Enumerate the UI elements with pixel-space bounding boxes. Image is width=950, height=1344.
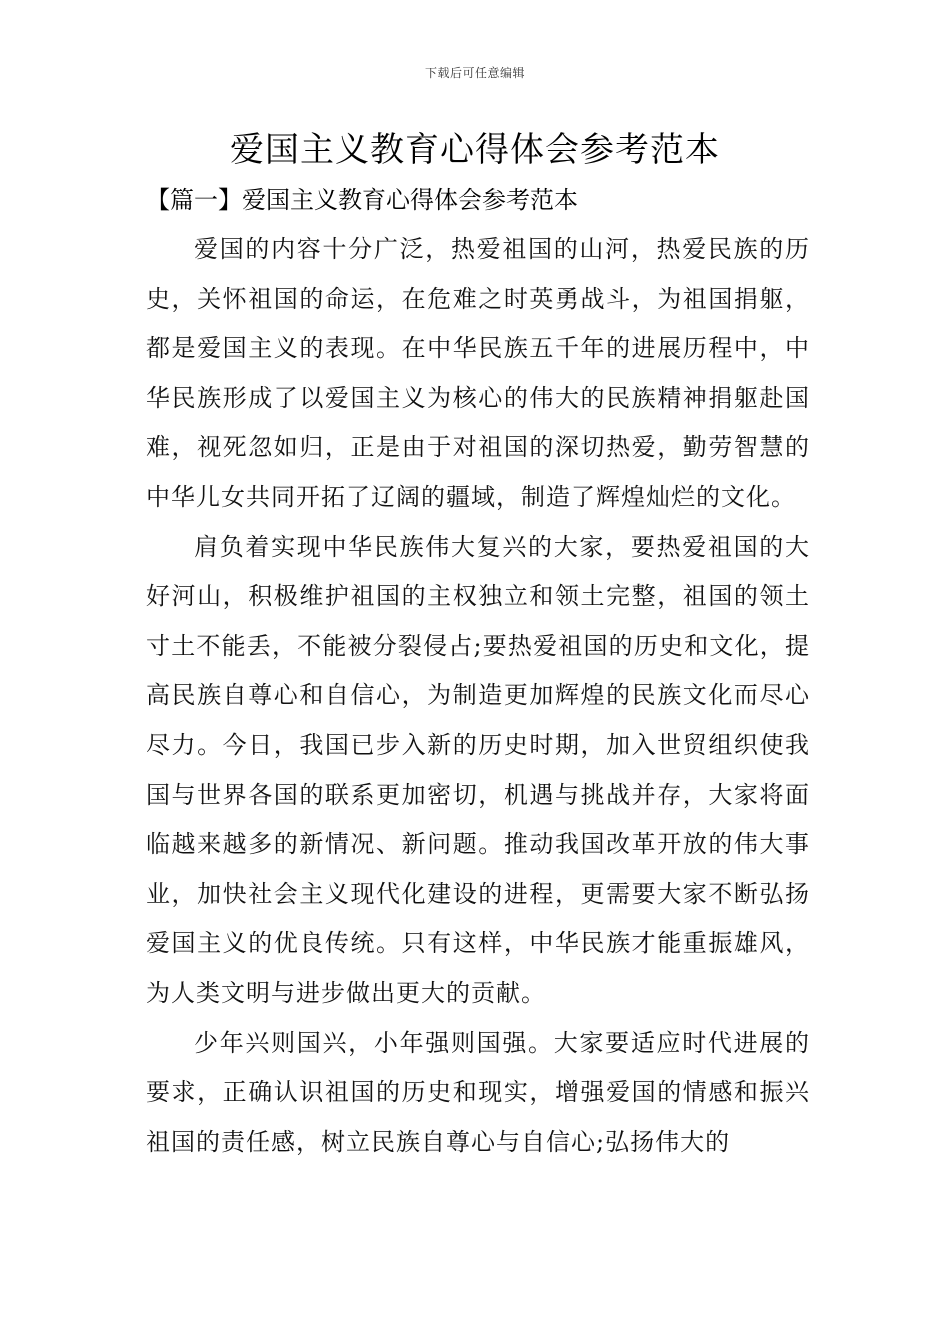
paragraph-2: 肩负着实现中华民族伟大复兴的大家，要热爱祖国的大好河山，积极维护祖国的主权独立和领土完整，祖国的领土寸土不能丢，不能被分裂侵占;要热爱祖国的历史和文化，提高民族自尊心和自信心，为制造更加辉煌的民族文化而尽心尽力。今日，我国已步入新的历史时期，加入世贸组织使我国与世界各国的联系更加密切，机遇与挑战并存，大家将面临越来越多的新情况、新问题。推动我国改革开放的伟大事业，加快社会主义现代化建设的进程，更需要大家不断弘扬爱国主义的优良传统。只有这样，中华民族才能重振雄风，为人类文明与进步做出更大的贡献。 xyxy=(146,532,810,1007)
document-title: 爱国主义教育心得体会参考范本 xyxy=(230,130,720,170)
paragraph-3: 少年兴则国兴，小年强则国强。大家要适应时代进展的要求，正确认识祖国的历史和现实，增强爱国的情感和振兴祖国的责任感，树立民族自尊心与自信心;弘扬伟大的 xyxy=(146,1028,810,1156)
section-heading: 【篇一】爱国主义教育心得体会参考范本 xyxy=(146,186,578,214)
document-body xyxy=(146,225,810,1167)
header-note: 下载后可任意编辑 xyxy=(424,66,525,80)
paragraph-1: 爱国的内容十分广泛，热爱祖国的山河，热爱民族的历史，关怀祖国的命运，在危难之时英勇战斗，为祖国捐躯，都是爱国主义的表现。在中华民族五千年的进展历程中，中华民族形成了以爱国主义为核心的伟大的民族精神捐躯赴国难，视死忽如归，正是由于对祖国的深切热爱，勤劳智慧的中华儿女共同开拓了辽阔的疆域，制造了辉煌灿烂的文化。 xyxy=(146,235,810,511)
